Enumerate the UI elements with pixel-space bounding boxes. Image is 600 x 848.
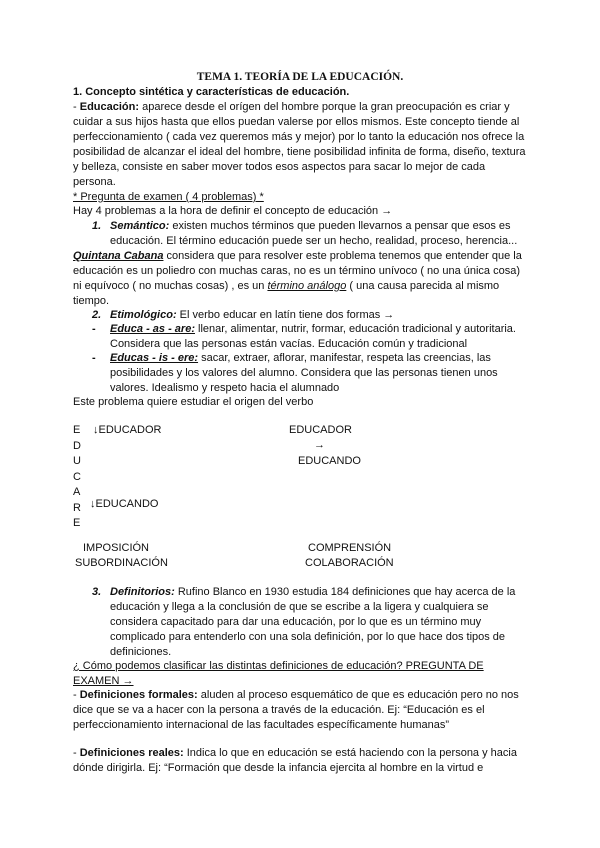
definitorios-item: Definitorios: Rufino Blanco en 1930 estudia 184 definiciones que hay acerca de la educación y llega a la conclusión de que se escribe a la ligera y cualquiera se considera capacitado para dar una educación, por lo que es un término muy complicado para entenderlo con una sola definición, por lo que hace dos tipos de definiciones.: [110, 586, 516, 658]
right-educador: EDUCADOR: [289, 424, 352, 436]
definitorios-term: Definitorios:: [110, 586, 175, 598]
educa-term: Educa - as - are:: [110, 323, 195, 335]
etimologico-item: Etimológico: El verbo educar en latín tiene dos formas →: [110, 309, 395, 321]
bullet-dash: -: [92, 323, 96, 335]
quintana-paragraph: Quintana Cabana considera que para resolver este problema tenemos que entender que la educación es un poliedro con muchas caras, no es un término unívoco ( no una única cosa) ni equívoco ( no muchas cosas) , es un término análogo ( una causa parecida al mismo tiempo.: [73, 250, 522, 307]
formales-paragraph: - Definiciones formales: aluden al proceso esquemático de que es educación pero no nos dice que se va a hacer con la persona a través de la educación. Ej: “Educación es el perfeccionamiento internacional de las facultades específicamente humanas”: [73, 689, 519, 731]
letter: E: [73, 424, 81, 436]
etimologico-term: Etimológico:: [110, 309, 177, 321]
semantico-term: Semántico:: [110, 220, 170, 232]
section-heading: 1. Concepto sintética y características de educación.: [73, 86, 350, 98]
label-comprension: COMPRENSIÓN: [308, 542, 392, 554]
letter: E: [73, 517, 81, 529]
right-arrow: →: [314, 439, 325, 451]
termino-analogo: término análogo: [267, 280, 347, 292]
educas-term: Educas - is - ere:: [110, 352, 199, 364]
educas-item: Educas - is - ere: sacar, extraer, aflorar, manifestar, respeta las creencias, las posibilidades y los valores del alumno. Considera que las personas tienen unos valores. Idealismo y respeto hacia el alumnado: [110, 352, 498, 394]
list-number-1: 1.: [92, 220, 102, 232]
quintana-name: Quintana Cabana: [73, 250, 164, 262]
educacion-paragraph: - Educación: aparece desde el orígen del hombre porque la gran preocupación es criar y cuidar a sus hijos hasta que ellos puedan valerse por ellos mismos. Este concepto tiende al perfeccionamiento ( cada vez queremos más y mejor) por lo tanto la educación nos ofrece la posibilidad de alcanzar el ideal del hombre, tiene posibilidad infinita de forma, diseño, textura y belleza, consiste en saber mover todos esos aspectos para sacar lo mejor de cada persona.: [73, 101, 526, 188]
letter: U: [73, 455, 81, 467]
educacion-term: Educación:: [79, 101, 140, 113]
formales-term: Definiciones formales:: [79, 689, 198, 701]
letter: A: [73, 486, 81, 498]
page-title: TEMA 1. TEORÍA DE LA EDUCACIÓN.: [196, 71, 404, 83]
exam-note: * Pregunta de examen ( 4 problemas) *: [73, 191, 264, 203]
bullet-dash: -: [92, 352, 96, 364]
semantico-item: Semántico: existen muchos términos que pueden llevarnos a pensar que esos es educación. El término educación puede ser un hecho, realidad, proceso, herencia...: [110, 220, 518, 247]
educa-item: Educa - as - are: llenar, alimentar, nutrir, formar, educación tradicional y autoritaria. Considera que las personas están vacías. Educación común y tradicional: [110, 323, 516, 350]
label-imposicion: IMPOSICIÓN: [83, 542, 150, 554]
origin-line: Este problema quiere estudiar el origen del verbo: [73, 396, 314, 408]
left-educador: ↓EDUCADOR: [93, 424, 162, 436]
list-number-3: 3.: [92, 586, 102, 598]
exam-question: ¿ Cómo podemos clasificar las distintas definiciones de educación? PREGUNTA DE EXAMEN →: [73, 660, 484, 687]
list-number-2: 2.: [92, 309, 102, 321]
letter: C: [73, 470, 81, 483]
problems-intro: Hay 4 problemas a la hora de definir el concepto de educación →: [73, 205, 393, 217]
reales-paragraph: - Definiciones reales: Indica lo que en educación se está haciendo con la persona y hacia dónde dirigirla. Ej: “Formación que desde la infancia ejercita al hombre en la virtud e: [73, 747, 517, 774]
letter: D: [73, 439, 81, 452]
label-subordinacion: SUBORDINACIÓN: [75, 557, 168, 569]
label-colaboracion: COLABORACIÓN: [305, 557, 394, 569]
right-educando: EDUCANDO: [298, 455, 361, 467]
reales-term: Definiciones reales:: [79, 747, 184, 759]
vertical-word-educare: [73, 423, 81, 532]
letter: R: [73, 501, 81, 514]
left-educando: ↓EDUCANDO: [90, 498, 159, 510]
